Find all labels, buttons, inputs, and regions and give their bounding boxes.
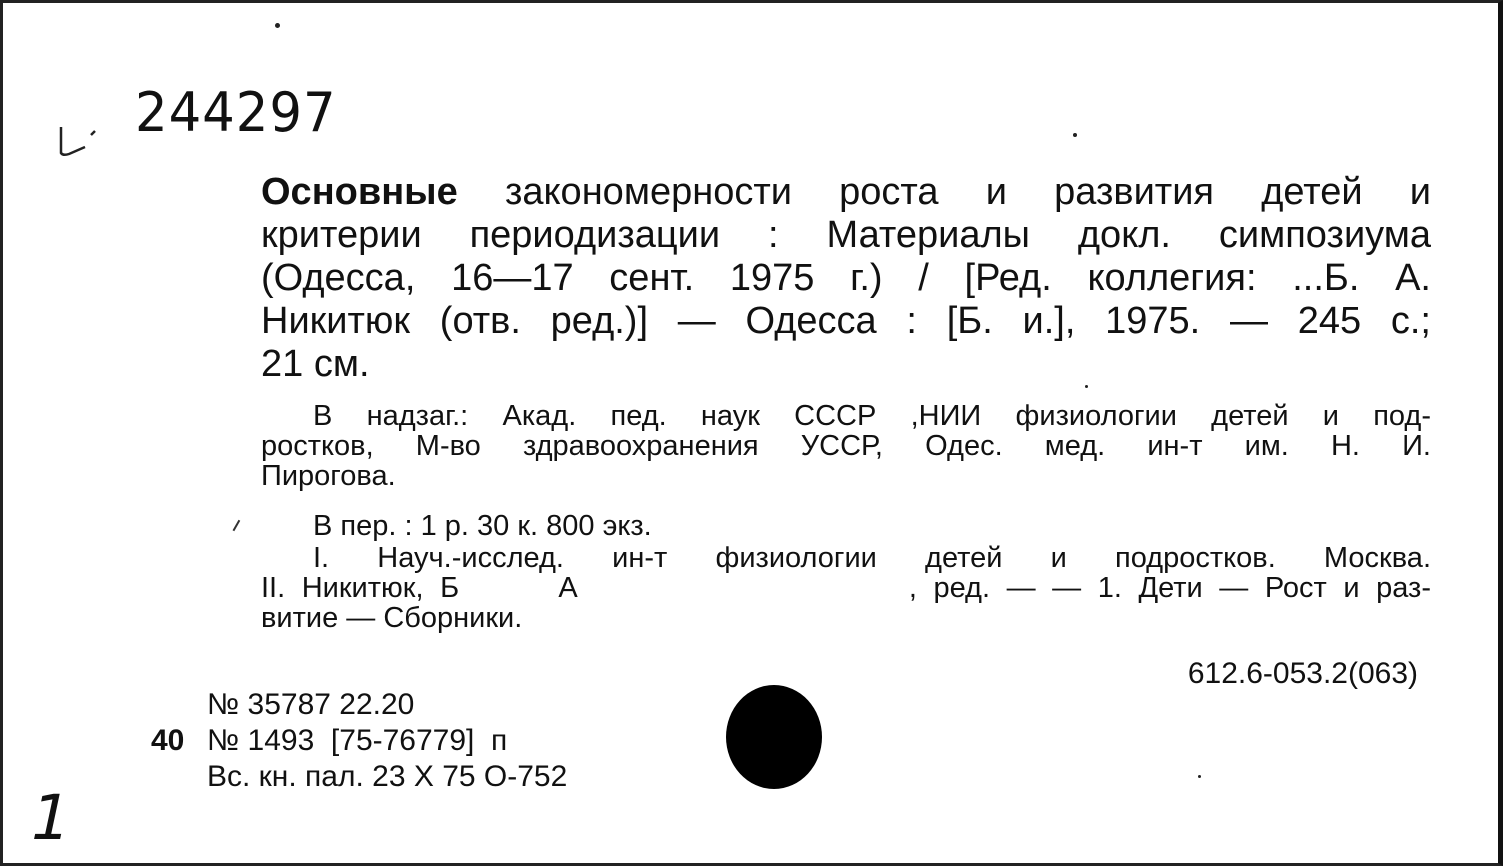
note-line-3: Пирогова. xyxy=(261,460,396,492)
price-note xyxy=(261,511,1431,541)
title-line-4: Никитюк (отв. ред.)] — Одесса : [Б. и.], 1975. — 245 с.; xyxy=(261,300,1431,342)
series-note xyxy=(261,401,1431,491)
tracing-line-2: II. Никитюк, Б А , ред. — — 1. Дети — Рост и раз- xyxy=(261,572,1431,604)
punch-hole xyxy=(726,685,822,789)
pencil-tick-mark xyxy=(233,520,246,534)
title-line-3: (Одесса, 16—17 сент. 1975 г.) / [Ред. коллегия: ...Б. А. xyxy=(261,257,1431,299)
note-line-2: ростков, М-во здравоохранения УССР, Одес. мед. ин-т им. Н. И. xyxy=(261,430,1431,462)
ink-speck xyxy=(1073,133,1077,137)
title-line-2: критерии периодизации : Материалы докл. симпозиума xyxy=(261,214,1431,256)
imprint-line-2: 40 № 1493 [75-76779] п xyxy=(151,724,508,757)
title-line-5: 21 см. xyxy=(261,343,370,385)
udc-index: 612.6-053.2(063) xyxy=(1187,657,1418,690)
ink-speck xyxy=(1085,385,1088,388)
tracing-line-3: витие — Сборники. xyxy=(261,602,523,634)
ink-speck xyxy=(275,23,280,28)
ink-speck xyxy=(1198,775,1201,778)
printing-imprint xyxy=(151,687,567,795)
tracings xyxy=(261,543,1431,633)
pencil-hook-mark xyxy=(55,123,99,159)
inventory-number: 244297 xyxy=(135,81,337,144)
note-line-1: В надзаг.: Акад. пед. наук СССР ,НИИ физиологии детей и под- xyxy=(313,400,1431,432)
bibliographic-description xyxy=(261,171,1431,386)
tracing-line-1: I. Науч.-исслед. ин-т физиологии детей и подростков. Москва. xyxy=(313,542,1431,574)
title-line-1: Основные закономерности роста и развития детей и xyxy=(261,171,1431,213)
corner-handwritten-mark: 1 xyxy=(23,781,79,854)
imprint-line-1: № 35787 22.20 xyxy=(207,688,415,721)
imprint-line-3: Вс. кн. пал. 23 X 75 О-752 xyxy=(207,760,568,793)
price-line: В пер. : 1 р. 30 к. 800 экз. xyxy=(313,510,652,542)
